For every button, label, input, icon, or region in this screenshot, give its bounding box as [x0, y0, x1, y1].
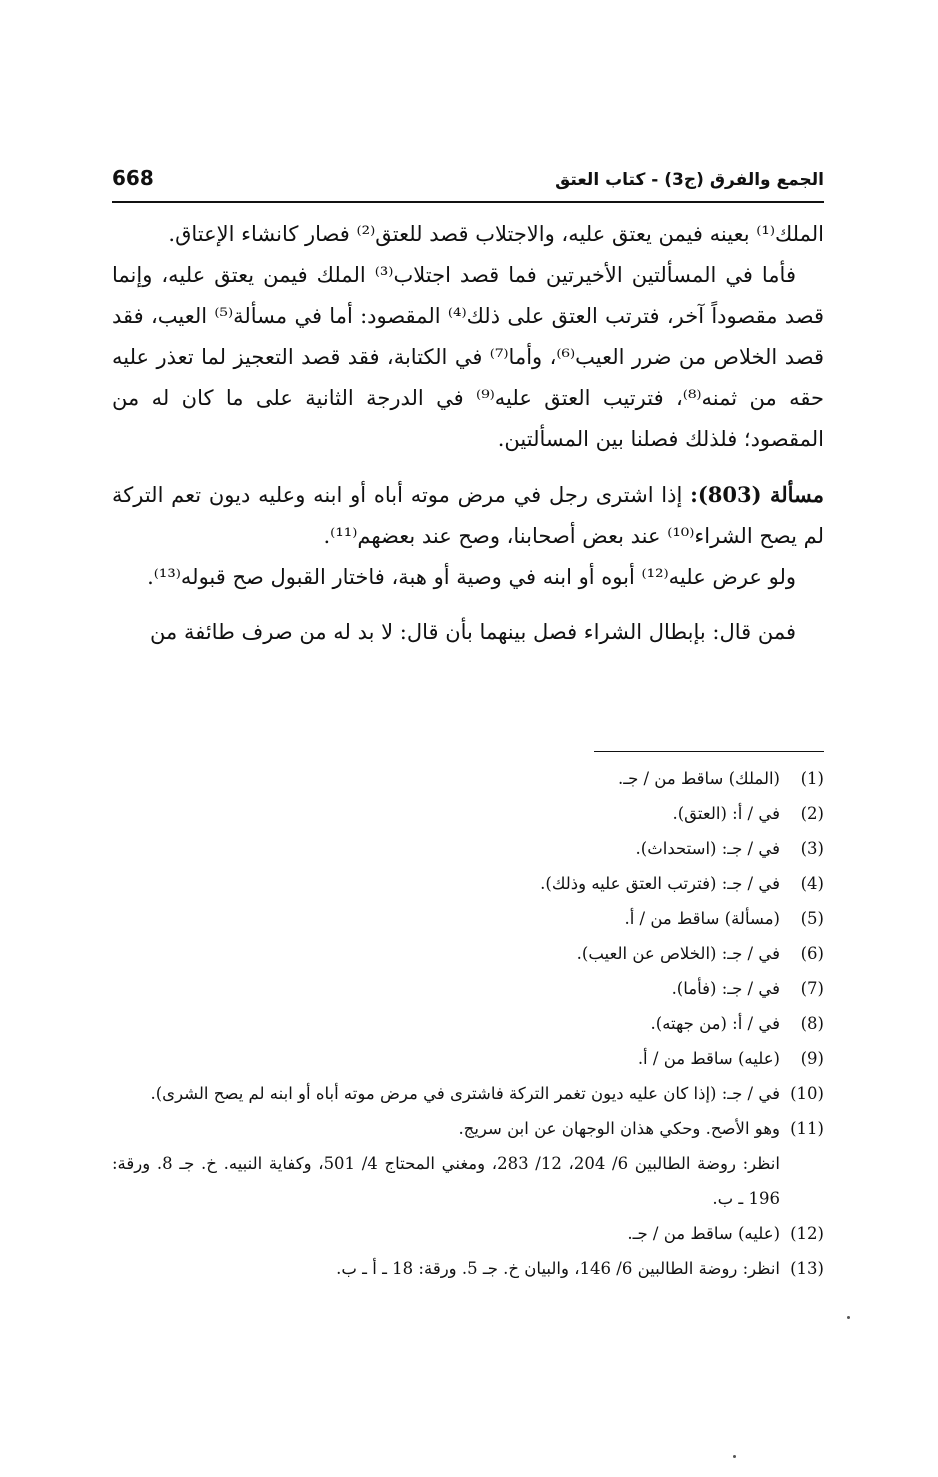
footnote-text: في / جـ: (فترتب العتق عليه وذلك). — [540, 874, 780, 893]
footnote — [112, 1076, 824, 1111]
footnote-number: (2) — [800, 804, 824, 823]
header-rule — [112, 201, 824, 203]
paragraph-explanation: فأما في المسألتين الأخيرتين فما قصد اجتلاب⁽³⁾ الملك فيمن يعتق عليه، وإنما قصد مقصوداً آخر، فترتب العتق على ذلك⁽⁴⁾ المقصود: أما في مسألة⁽⁵⁾ العيب، فقد قصد الخلاص من ضرر العيب⁽⁶⁾، وأما⁽⁷⁾ في الكتابة، فقد قصد التعجيز لما تعذر عليه حقه من ثمنه⁽⁸⁾، فترتيب العتق عليه⁽⁹⁾ في الدرجة الثانية على ما كان له من المقصود؛ فلذلك فصلنا بين المسألتين. — [112, 263, 825, 451]
footnote-number: (7) — [800, 979, 824, 998]
footnote — [112, 1251, 824, 1286]
footnote-number: (1) — [800, 769, 824, 788]
footnote-number: (9) — [800, 1049, 824, 1068]
footnote-text: في / جـ: (استحداث). — [635, 839, 780, 858]
question-paragraph — [112, 474, 824, 557]
question-label: مسألة (803): — [690, 482, 824, 507]
footnote — [112, 971, 824, 1006]
footnote-number: (13) — [790, 1259, 824, 1278]
footnote-number: (8) — [800, 1014, 824, 1033]
footnote-number: (5) — [800, 909, 824, 928]
paragraph-gap — [112, 460, 824, 474]
footnote-text: انظر: روضة الطالبين 6/ 146، والبيان خ. جـ 5. ورقة: 18 ـ أ ـ ب. — [336, 1259, 780, 1278]
page-header — [112, 160, 824, 190]
footnote-text: (مسألة) ساقط من / أ. — [624, 909, 780, 928]
footnote — [112, 1216, 824, 1251]
scan-speck — [847, 1316, 850, 1319]
footnote-number: (6) — [800, 944, 824, 963]
footnote-text: في / أ: (العتق). — [672, 804, 780, 823]
footnote — [112, 761, 824, 796]
footnote-text: (عليه) ساقط من / أ. — [637, 1049, 780, 1068]
footnote-number: (10) — [790, 1084, 824, 1103]
footnote-number: (3) — [800, 839, 824, 858]
footnote-text: في / جـ: (الخلاص عن العيب). — [576, 944, 780, 963]
footnote-text: وهو الأصح. وحكي هذان الوجهان عن ابن سريج. — [458, 1119, 780, 1138]
question-text: إذا اشترى رجل في مرض موته أباه أو ابنه وعليه ديون تعم التركة لم يصح الشراء⁽¹⁰⁾ عند بعض أصحابنا، وصح عند بعضهم⁽¹¹⁾. — [112, 483, 824, 548]
footnote — [112, 1041, 824, 1076]
footnotes — [112, 761, 824, 1286]
footnote-number: (12) — [790, 1224, 824, 1243]
footnote-text: (الملك) ساقط من / جـ. — [617, 769, 780, 788]
paragraph-gift: ولو عرض عليه⁽¹²⁾ أبوه أو ابنه في وصية أو هبة، فاختار القبول صح قبوله⁽¹³⁾. — [147, 565, 796, 589]
footnote-text: في / جـ: (فأما). — [671, 979, 780, 998]
footnote — [112, 1111, 824, 1216]
paragraph-last: فمن قال: بإبطال الشراء فصل بينهما بأن قال: لا بد له من صرف طائفة من — [150, 620, 796, 644]
footnote-text: في / أ: (من جهته). — [650, 1014, 780, 1033]
footnote — [112, 796, 824, 831]
footnote-number: (11) — [790, 1119, 824, 1138]
footnote-rule — [594, 751, 824, 752]
main-text — [112, 214, 824, 653]
scan-speck — [733, 1455, 736, 1458]
footnote-reference: انظر: روضة الطالبين 6/ 204، 12/ 283، ومغني المحتاج 4/ 501، وكفاية النبيه. خ. جـ 8. ورقة: 196 ـ ب. — [112, 1154, 780, 1208]
footnote — [112, 866, 824, 901]
footnote — [112, 1006, 824, 1041]
footnote — [112, 936, 824, 971]
footnote — [112, 831, 824, 866]
footnote — [112, 901, 824, 936]
footnote-text: في / جـ: (إذا كان عليه ديون تغمر التركة فاشترى في مرض موته أباه أو ابنه لم يصح الشرى). — [150, 1084, 780, 1103]
page-number: 668 — [112, 166, 154, 190]
footnote-number: (4) — [800, 874, 824, 893]
footnote-text: (عليه) ساقط من / جـ. — [627, 1224, 780, 1243]
paragraph-continuation: الملك⁽¹⁾ بعينه فيمن يعتق عليه، والاجتلاب قصد للعتق⁽²⁾ فصار كانشاء الإعتاق. — [168, 222, 824, 246]
paragraph-gap — [112, 598, 824, 612]
running-title: الجمع والفرق (ج3) - كتاب العتق — [555, 170, 824, 190]
